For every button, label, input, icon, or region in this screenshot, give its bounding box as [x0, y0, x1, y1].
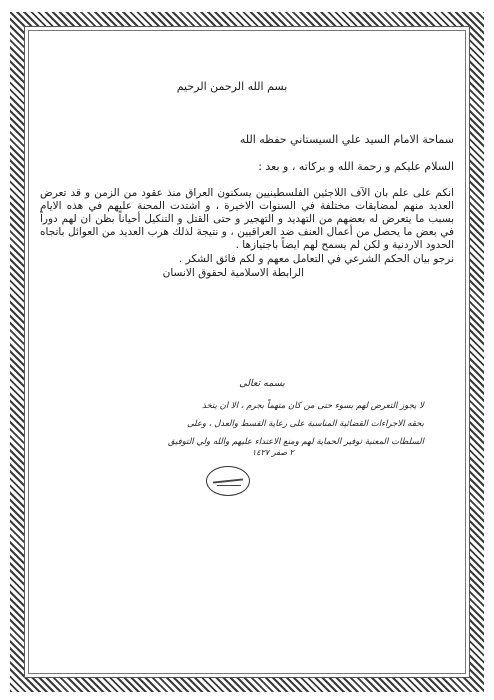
body-paragraph: انكم على علم بان الآف اللاجئين الفلسطينيين يسكنون العراق منذ عقود من الزمن و قد تعرض العديد منهم لمضايقات مختلفة في السنوات الاخيرة ، و اشتدت المحنة عليهم في هذه الايام بسبب ما يتعرض له بعضهم من التهديد و التهجير و حتى القتل و التنكيل أحياناً بظن ان لهم دوراً في بعض ما يحصل من أعمال العنف ضد العراقيين ، و نتيجة لذلك هرب العديد من العوائل باتجاه الحدود الاردنية و لكن لم يسمح لهم ايضاً باجتيازها .	[40, 187, 454, 251]
seal-stamp	[206, 466, 250, 496]
addressee: سماحة الامام السيد علي السيستاني حفظه الله	[239, 133, 454, 146]
reply-line: بحقه الاجراءات القضائية المناسبة على رعاية القسط والعدل ، وعلى	[186, 419, 424, 429]
reply-date: ٢ صفر ١٤٢٧	[252, 448, 294, 457]
reply-line: لا يجوز التعرض لهم بسوء حتى من كان متهماً بجرم ، الا ان يتخذ	[202, 401, 424, 411]
basmala: بسم الله الرحمن الرحيم	[176, 80, 288, 93]
handwritten-reply	[40, 375, 424, 451]
reply-line: السلطات المعنية توفير الحماية لهم ومنع الاعتداء عليهم والله ولي التوفيق	[168, 437, 424, 447]
signature-organization: الرابطة الاسلامية لحقوق الانسان	[162, 267, 304, 279]
letter-content	[40, 80, 454, 280]
request-line: نرجو بيان الحكم الشرعي في التعامل معهم و لكم فائق الشكر .	[178, 253, 454, 265]
reply-title: بسمه تعالى	[239, 378, 285, 389]
greeting: السلام عليكم و رحمة الله و بركاته ، و بعد :	[258, 160, 454, 173]
